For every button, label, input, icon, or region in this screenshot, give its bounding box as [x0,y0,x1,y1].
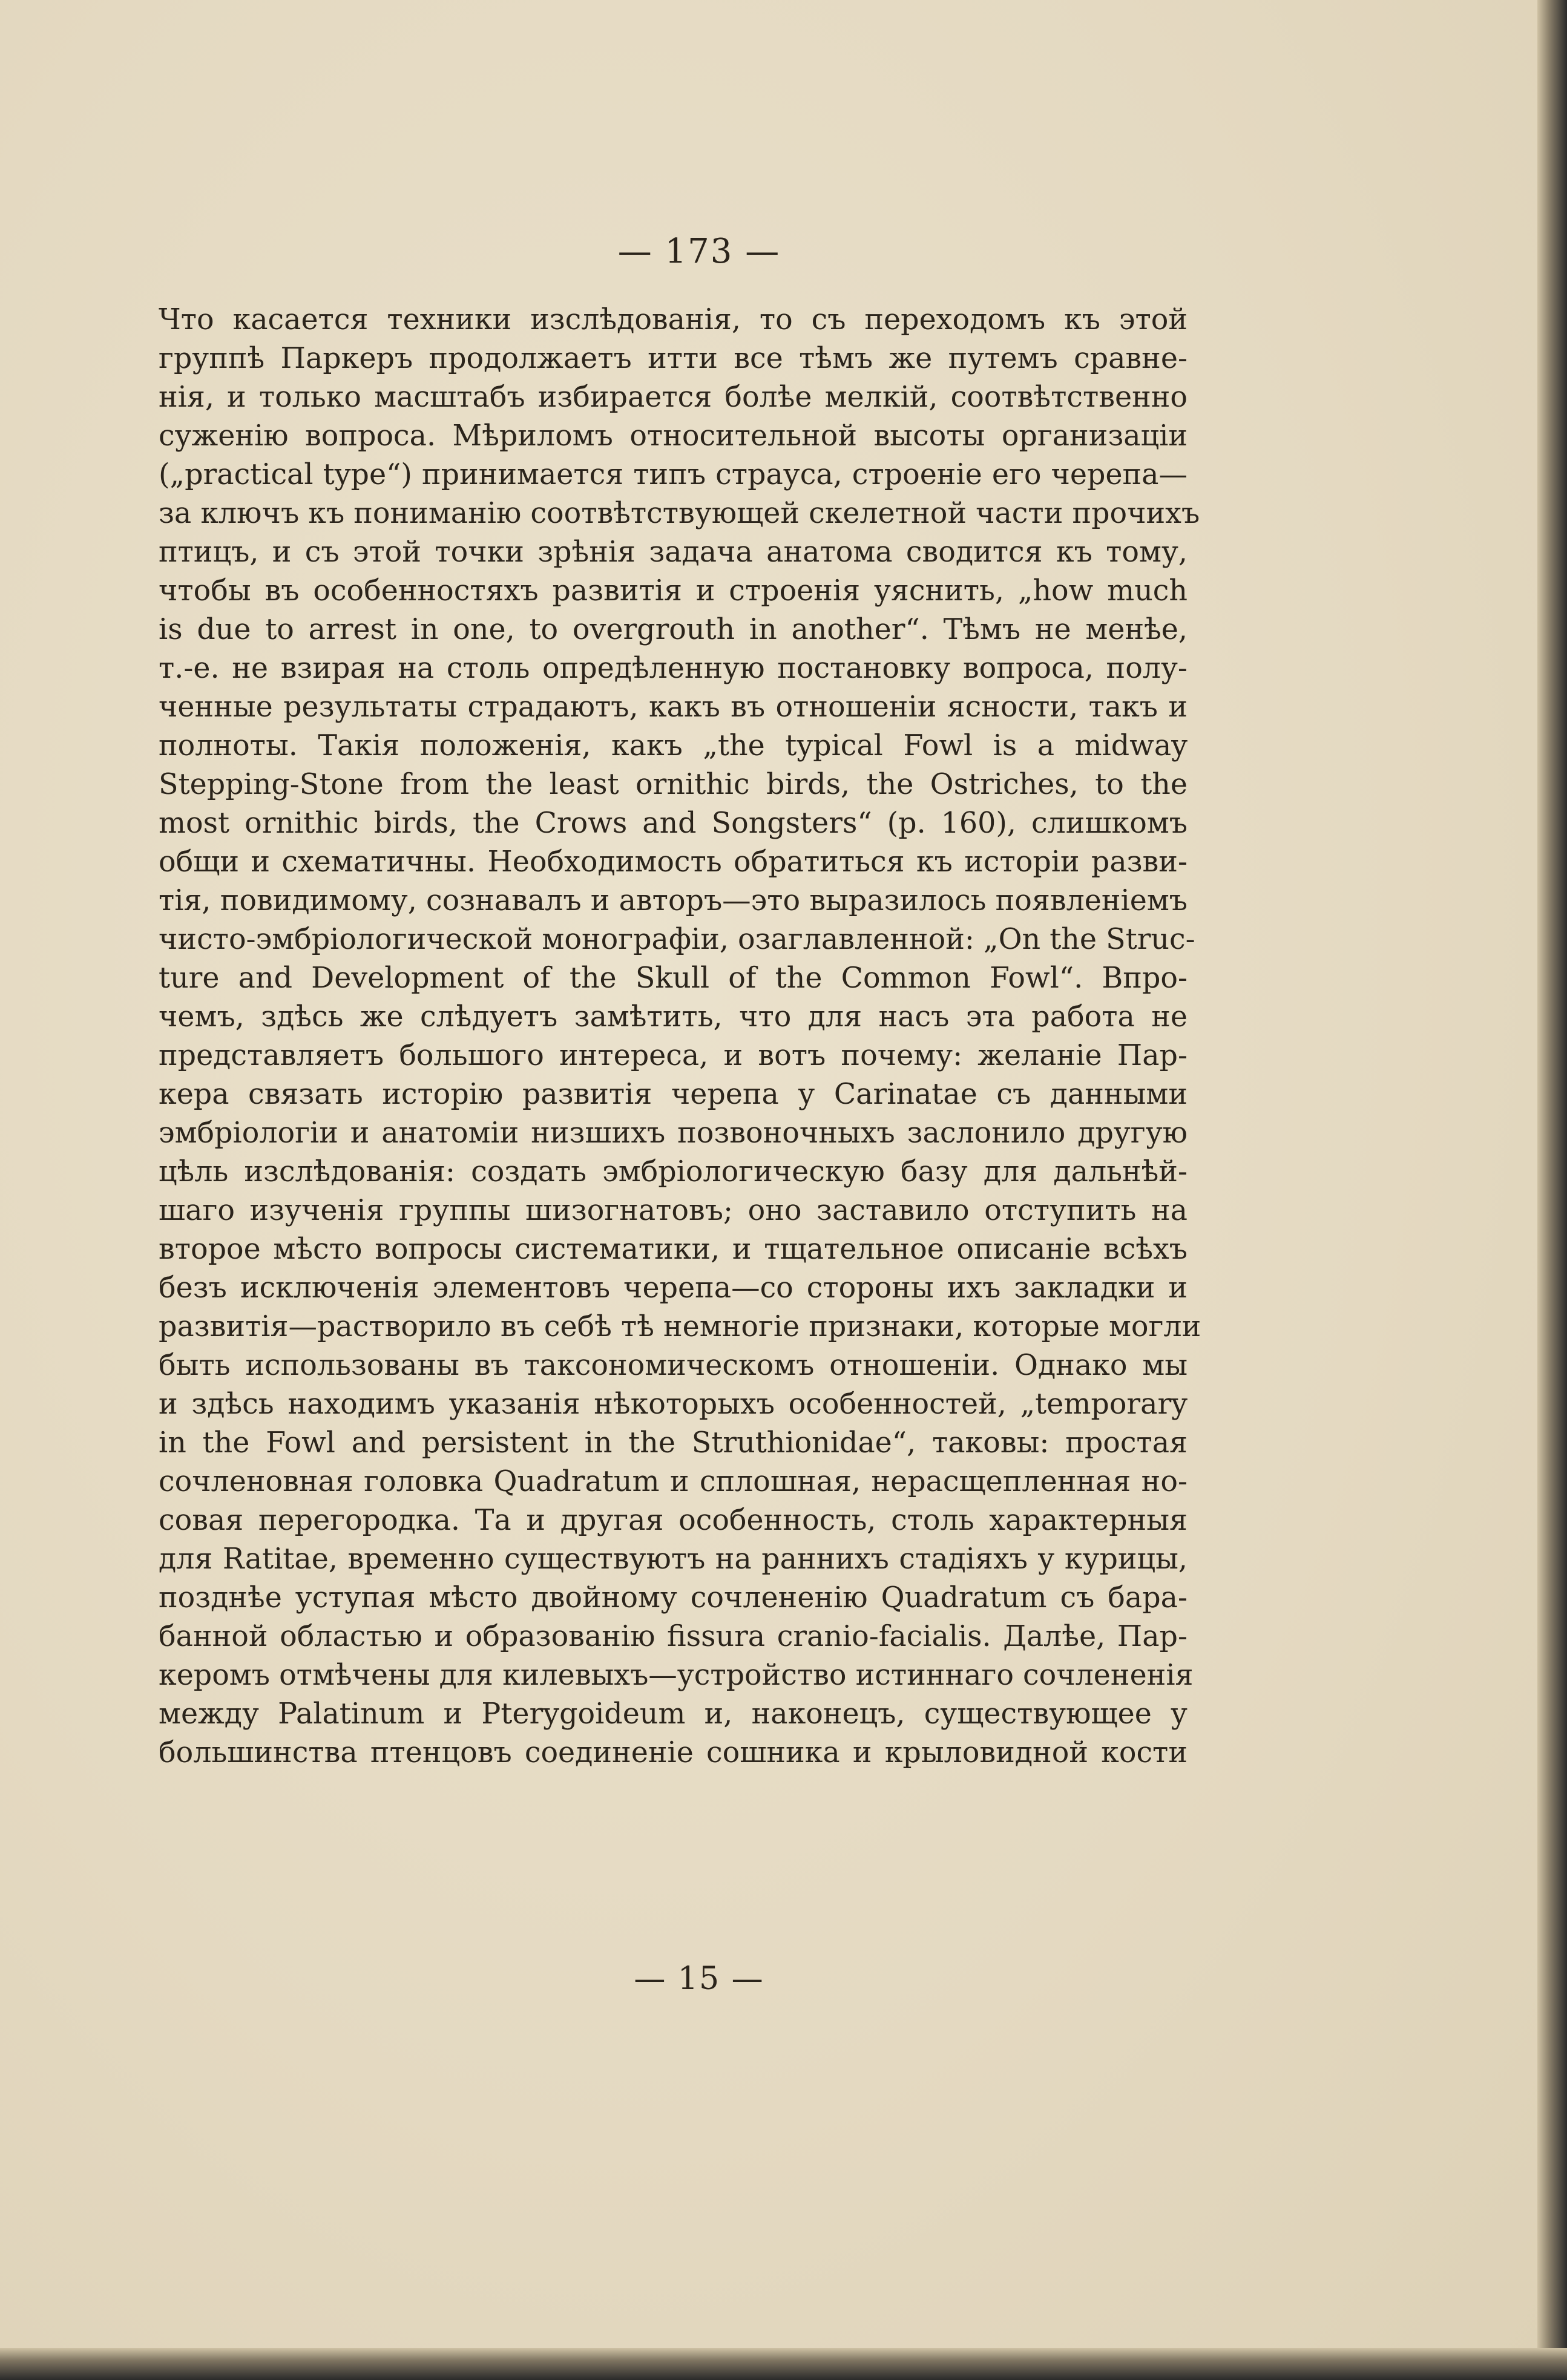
text-line: безъ исключенія элементовъ черепа—со стороны ихъ закладки и [159,1271,1188,1305]
text-line: совая перегородка. Та и другая особенность, столь характерныя [159,1504,1188,1537]
text-line: ченные результаты страдаютъ, какъ въ отношеніи ясности, такъ и [159,690,1188,724]
text-line: шаго изученія группы шизогнатовъ; оно заставило отступить на [159,1194,1188,1227]
text-line: чтобы въ особенностяхъ развитія и строенія уяснить, „how much [159,574,1188,608]
text-line: чемъ, здѣсь же слѣдуетъ замѣтить, что для насъ эта работа не [159,1000,1188,1034]
text-line: ture and Development of the Skull of the Common Fowl“. Впро- [159,962,1188,995]
page-number-bottom: — 15 — [634,1961,764,1997]
text-line: керомъ отмѣчены для килевыхъ—устройство истиннаго сочлененія [159,1659,1194,1692]
text-line: позднѣе уступая мѣсто двойному сочлененію Quadratum съ бара- [159,1581,1188,1615]
text-line: большинства птенцовъ соединеніе сошника и крыловидной кости [159,1736,1188,1769]
text-line: второе мѣсто вопросы систематики, и тщательное описаніе всѣхъ [159,1233,1188,1266]
text-line: для Ratitae, временно существуютъ на раннихъ стадіяхъ у курицы, [159,1542,1188,1576]
text-line: нія, и только масштабъ избирается болѣе мелкій, соотвѣтственно [159,381,1188,414]
text-line: Что касается техники изслѣдованія, то съ переходомъ къ этой [159,303,1188,336]
text-line: Stepping-Stone from the least ornithic birds, the Ostriches, to the [159,768,1188,801]
text-line: („practical type“) принимается типъ страуса, строеніе его черепа— [159,458,1188,491]
text-line: общи и схематичны. Необходимость обратиться къ исторіи разви- [159,845,1188,879]
body-text [159,301,1201,1772]
text-line: группѣ Паркеръ продолжаетъ итти все тѣмъ же путемъ сравне- [159,342,1188,375]
text-line: птицъ, и съ этой точки зрѣнія задача анатома сводится къ тому, [159,536,1188,569]
text-line: быть использованы въ таксономическомъ отношеніи. Однако мы [159,1349,1188,1382]
page-edge-shadow [1537,0,1567,2380]
text-line: кера связать исторію развитія черепа у Carinatae съ данными [159,1078,1188,1111]
text-line: т.-е. не взирая на столь опредѣленную постановку вопроса, полу- [159,652,1188,685]
text-line: чисто-эмбріологической монографіи, озаглавленной: „On the Struc- [159,923,1195,956]
text-line: эмбріологіи и анатоміи низшихъ позвоночныхъ заслонило другую [159,1116,1188,1150]
text-line: представляетъ большого интереса, и вотъ почему: желаніе Пар- [159,1039,1188,1072]
text-line: и здѣсь находимъ указанія нѣкоторыхъ особенностей, „temporary [159,1388,1188,1421]
text-line: банной областью и образованію fissura cranio-facialis. Далѣе, Пар- [159,1620,1188,1653]
text-line: суженію вопроса. Мѣриломъ относительной высоты организаціи [159,419,1188,453]
text-line: is due to arrest in one, to overgrouth in another“. Тѣмъ не менѣе, [159,613,1188,646]
page-bottom-shadow [0,2348,1567,2380]
text-line: полноты. Такія положенія, какъ „the typical Fowl is a midway [159,729,1188,762]
text-line: most ornithic birds, the Crows and Songsters“ (p. 160), слишкомъ [159,807,1188,840]
text-line: тія, повидимому, сознавалъ и авторъ—это выразилось появленіемъ [159,884,1188,917]
text-line: за ключъ къ пониманію соотвѣтствующей скелетной части прочихъ [159,497,1200,530]
page-number-top: — 173 — [617,232,781,271]
text-line: цѣль изслѣдованія: создать эмбріологическую базу для дальнѣй- [159,1155,1188,1188]
text-line: развитія—растворило въ себѣ тѣ немногіе признаки, которые могли [159,1310,1201,1343]
text-line: in the Fowl and persistent in the Struthionidae“, таковы: простая [159,1426,1188,1460]
text-line: сочленовная головка Quadratum и сплошная, нерасщепленная но- [159,1465,1188,1498]
text-line: между Palatinum и Pterygoideum и, наконецъ, существующее у [159,1697,1188,1731]
